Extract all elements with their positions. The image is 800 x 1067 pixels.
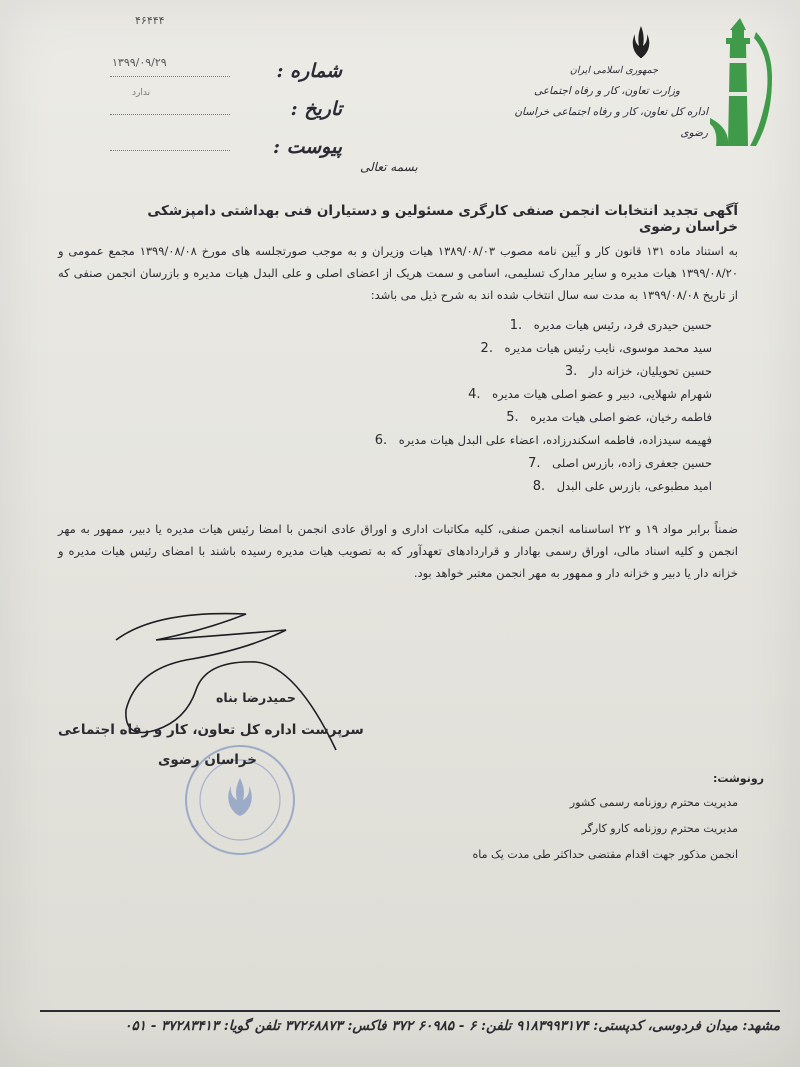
gov-line-1: جمهوری اسلامی ایران [569, 65, 658, 76]
member-text: فهیمه سیدزاده، فاطمه اسکندرزاده، اعضاء علی البدل هیات مدیره [398, 433, 712, 447]
date-value: ۱۳۹۹/۰۹/۲۹ [112, 56, 167, 69]
attachment-dotted-line [110, 150, 230, 151]
list-item [272, 387, 712, 410]
minaret-logo-icon [710, 18, 774, 152]
number-dotted-line [110, 76, 230, 77]
member-number: 6. [374, 433, 388, 448]
footer-contact: مشهد: میدان فردوسی، کدپستی: ۹۱۸۳۹۹۳۱۷۴ تلفن: ۶ - ۶۰۹۸۵ ۳۷۲ فاکس: ۳۷۲۶۸۸۷۳ تلفن گویا: ۳۷۲۸۳۴۱۳ - ۰۵۱ [124, 1018, 780, 1034]
gov-line-2: وزارت تعاون، کار و رفاه اجتماعی [533, 85, 680, 97]
basmala: بسمه تعالی [360, 160, 418, 174]
signing-rules-paragraph: ضمناً برابر مواد ۱۹ و ۲۲ اساسنامه انجمن صنفی، کلیه مکاتبات اداری و اوراق عادی انجمن با امضا رئیس هیات مدیره یا دبیر، ممهور به مهر انجمن و کلیه اسناد مالی، اوراق رسمی بهادار و قراردادهای تعهدآور که به تصویب هیات مدیره رسیده باشند با امضای رئیس هیات مدیره و خزانه دار یا دبیر و خزانه دار و ممهور به مهر انجمن معتبر خواهد بود. [58, 522, 738, 580]
list-item [272, 364, 712, 387]
cc-item: مدیریت محترم روزنامه کارو کارگر [581, 822, 738, 835]
attachment-label: پیوست : [272, 136, 342, 158]
member-number: 2. [480, 341, 493, 356]
cc-title: رونوشت: [712, 772, 764, 785]
member-number: 4. [468, 387, 481, 402]
member-text: فاطمه رخیان، عضو اصلی هیات مدیره [530, 410, 712, 424]
list-item [272, 318, 712, 341]
member-text: حسین تحویلیان، خزانه دار [588, 364, 712, 378]
number-label: شماره : [276, 60, 342, 82]
list-item [272, 341, 712, 364]
signatory-name: حمیدرضا بناه [216, 690, 296, 705]
member-number: 1. [509, 318, 523, 333]
member-number: 8. [532, 479, 546, 494]
list-item [272, 433, 712, 456]
list-item [272, 456, 712, 479]
cc-item: مدیریت محترم روزنامه رسمی کشور [569, 796, 738, 809]
member-text: حسین حیدری فرد، رئیس هیات مدیره [533, 318, 712, 332]
list-item [272, 479, 712, 502]
member-text: امید مطبوعی، بازرس علی البدل [556, 479, 712, 493]
iran-emblem-icon [630, 24, 652, 60]
signatory-region: خراسان رضوی [158, 752, 257, 768]
gov-line-3: اداره کل تعاون، کار و رفاه اجتماعی خراسان رضوی [514, 106, 708, 139]
member-text: شهرام شهلایی، دبیر و عضو اصلی هیات مدیره [492, 387, 712, 401]
date-dotted-line [110, 114, 230, 115]
attachment-value: ندارد [132, 88, 151, 98]
cc-item: انجمن مذکور جهت اقدام مقتضی حداکثر طی مدت یک ماه [472, 848, 738, 861]
members-list [272, 318, 712, 502]
list-item [272, 410, 712, 433]
signatory-role: سرپرست اداره کل تعاون، کار و رفاه اجتماعی [58, 722, 364, 738]
member-text: سید محمد موسوی، نایب رئیس هیات مدیره [504, 341, 712, 355]
date-label: تاریخ : [290, 98, 342, 120]
member-number: 7. [528, 456, 541, 471]
member-text: حسین جعفری زاده، بازرس اصلی [552, 456, 712, 470]
intro-paragraph: به استناد ماده ۱۳۱ قانون کار و آیین نامه مصوب ۱۳۸۹/۰۸/۰۳ هیات وزیران و به موجب صورتجلسه های مورخ ۱۳۹۹/۰۸/۰۸ مجمع عمومی و ۱۳۹۹/۰۸/۲۰ هیات مدیره و سایر مدارک تسلیمی، اسامی و سمت هریک از اعضای اصلی و علی البدل هیات مدیره و بازرسان انجمن صنفی که از تاریخ ۱۳۹۹/۰۸/۰۸ به مدت سه سال انتخاب شده اند به شرح ذیل می باشد: [58, 244, 739, 302]
government-header [488, 60, 708, 144]
member-number: 5. [506, 410, 519, 425]
footer-divider [40, 1010, 780, 1012]
member-number: 3. [564, 364, 578, 379]
number-stamp: ۴۶۴۴۴ [135, 14, 165, 27]
notice-title: آگهی تجدید انتخابات انجمن صنفی کارگری مسئولین و دستیاران فنی بهداشتی دامپزشکی خراسان رضوی [147, 203, 738, 235]
